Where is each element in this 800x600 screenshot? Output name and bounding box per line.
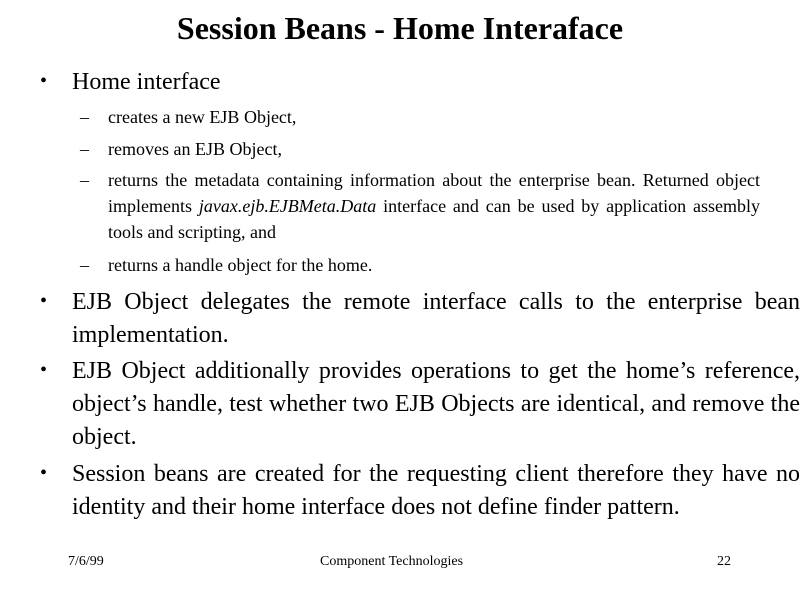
subitem-text-before: returns the metadata containing information about the enterprise bean. Returned object implements [108, 170, 760, 216]
page-number: 22 [717, 554, 731, 569]
bullet-glyph: • [40, 359, 48, 381]
interface-name: javax.ejb.EJBMeta.Data [198, 196, 377, 216]
bullet-glyph: • [40, 462, 48, 484]
subitem-text: removes an EJB Object, [108, 139, 282, 159]
footer-title: Component Technologies [320, 554, 464, 569]
dash-glyph: – [80, 139, 89, 159]
dash-glyph: – [80, 255, 89, 275]
bullet-text: Session beans are created for the requesting client therefore they have no identity and their home interface does not define finder pattern. [72, 461, 800, 520]
bullet-text: EJB Object delegates the remote interface calls to the enterprise bean implementation. [72, 289, 800, 348]
bullet-glyph: • [40, 70, 48, 92]
footer-date: 7/6/99 [68, 554, 104, 569]
dash-glyph: – [80, 170, 89, 190]
subitem-text-after: interface and can be used by application assembly tools and scripting, and [108, 196, 760, 242]
bullet-text: Home interface [72, 69, 221, 95]
bullet-text: EJB Object additionally provides operations to get the home’s reference, object’s handle, test whether two EJB Objects are identical, and remove the object. [72, 358, 800, 450]
subitem-text: creates a new EJB Object, [108, 107, 297, 127]
subitem-text: returns a handle object for the home. [108, 255, 373, 275]
bullet-glyph: • [40, 290, 48, 312]
subitem-text [108, 167, 760, 245]
slide-title: Session Beans - Home Interaface [176, 10, 624, 46]
dash-glyph: – [80, 107, 89, 127]
